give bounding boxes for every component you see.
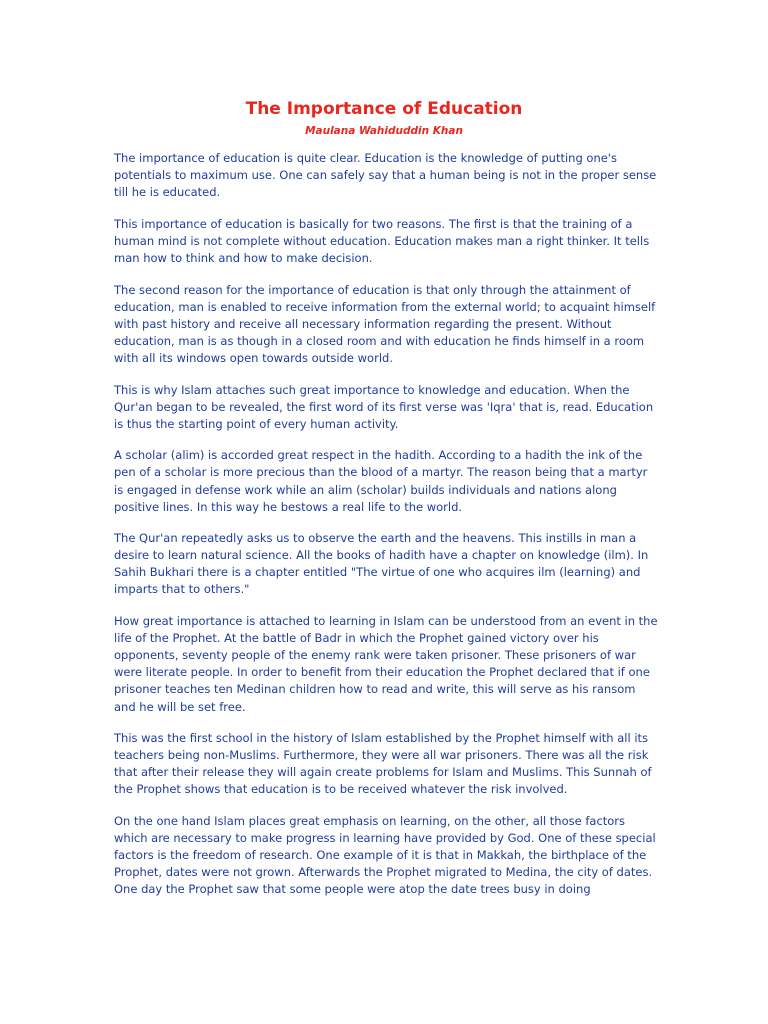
paragraph: A scholar (alim) is accorded great respect in the hadith. According to a hadith the ink of the pen of a scholar is more precious than the blood of a martyr. The reason being that a martyr is engaged in defense work while an alim (scholar) builds individuals and nations along positive lines. In this way he bestows a real life to the world.	[114, 448, 648, 514]
paragraph: How great importance is attached to learning in Islam can be understood from an event in the life of the Prophet. At the battle of Badr in which the Prophet gained victory over his opponents, seventy people of the enemy rank were taken prisoner. These prisoners of war were literate people. In order to benefit from their education the Prophet declared that if one prisoner teaches ten Medinan children how to read and write, this will serve as his ransom and he will be set free.	[114, 614, 658, 714]
paragraph: On the one hand Islam places great emphasis on learning, on the other, all those factors which are necessary to make progress in learning have provided by God. One of these special factors is the freedom of research. One example of it is that in Makkah, the birthplace of the Prophet, dates were not grown. Afterwards the Prophet migrated to Medina, the city of dates. One day the Prophet saw that some people were atop the date trees busy in doing	[114, 814, 656, 897]
author-name: Maulana Wahiduddin Khan	[305, 125, 463, 137]
paragraph: This importance of education is basically for two reasons. The first is that the training of a human mind is not complete without education. Education makes man a right thinker. It tells man how to think and how to make decision.	[114, 216, 650, 265]
document-body	[114, 150, 659, 913]
paragraph: The second reason for the importance of education is that only through the attainment of education, man is enabled to receive information from the external world; to acquaint himself with past history and receive all necessary information regarding the present. Without education, man is as though in a closed room and with education he finds himself in a room with all its windows open towards outside world.	[114, 282, 656, 365]
document-title: The Importance of Education	[245, 99, 523, 119]
paragraph: The importance of education is quite clear. Education is the knowledge of putting one's potentials to maximum use. One can safely say that a human being is not in the proper sense till he is educated.	[114, 151, 657, 200]
paragraph: This was the first school in the history of Islam established by the Prophet himself with all its teachers being non-Muslims. Furthermore, they were all war prisoners. There was all the risk that after their release they will again create problems for Islam and Muslims. This Sunnah of the Prophet shows that education is to be received whatever the risk involved.	[114, 731, 652, 797]
paragraph: The Qur'an repeatedly asks us to observe the earth and the heavens. This instills in man a desire to learn natural science. All the books of hadith have a chapter on knowledge (ilm). In Sahih Bukhari there is a chapter entitled "The virtue of one who acquires ilm (learning) and imparts that to others."	[114, 531, 649, 597]
paragraph: This is why Islam attaches such great importance to knowledge and education. When the Qur'an began to be revealed, the first word of its first verse was 'Iqra' that is, read. Education is thus the starting point of every human activity.	[114, 382, 654, 431]
